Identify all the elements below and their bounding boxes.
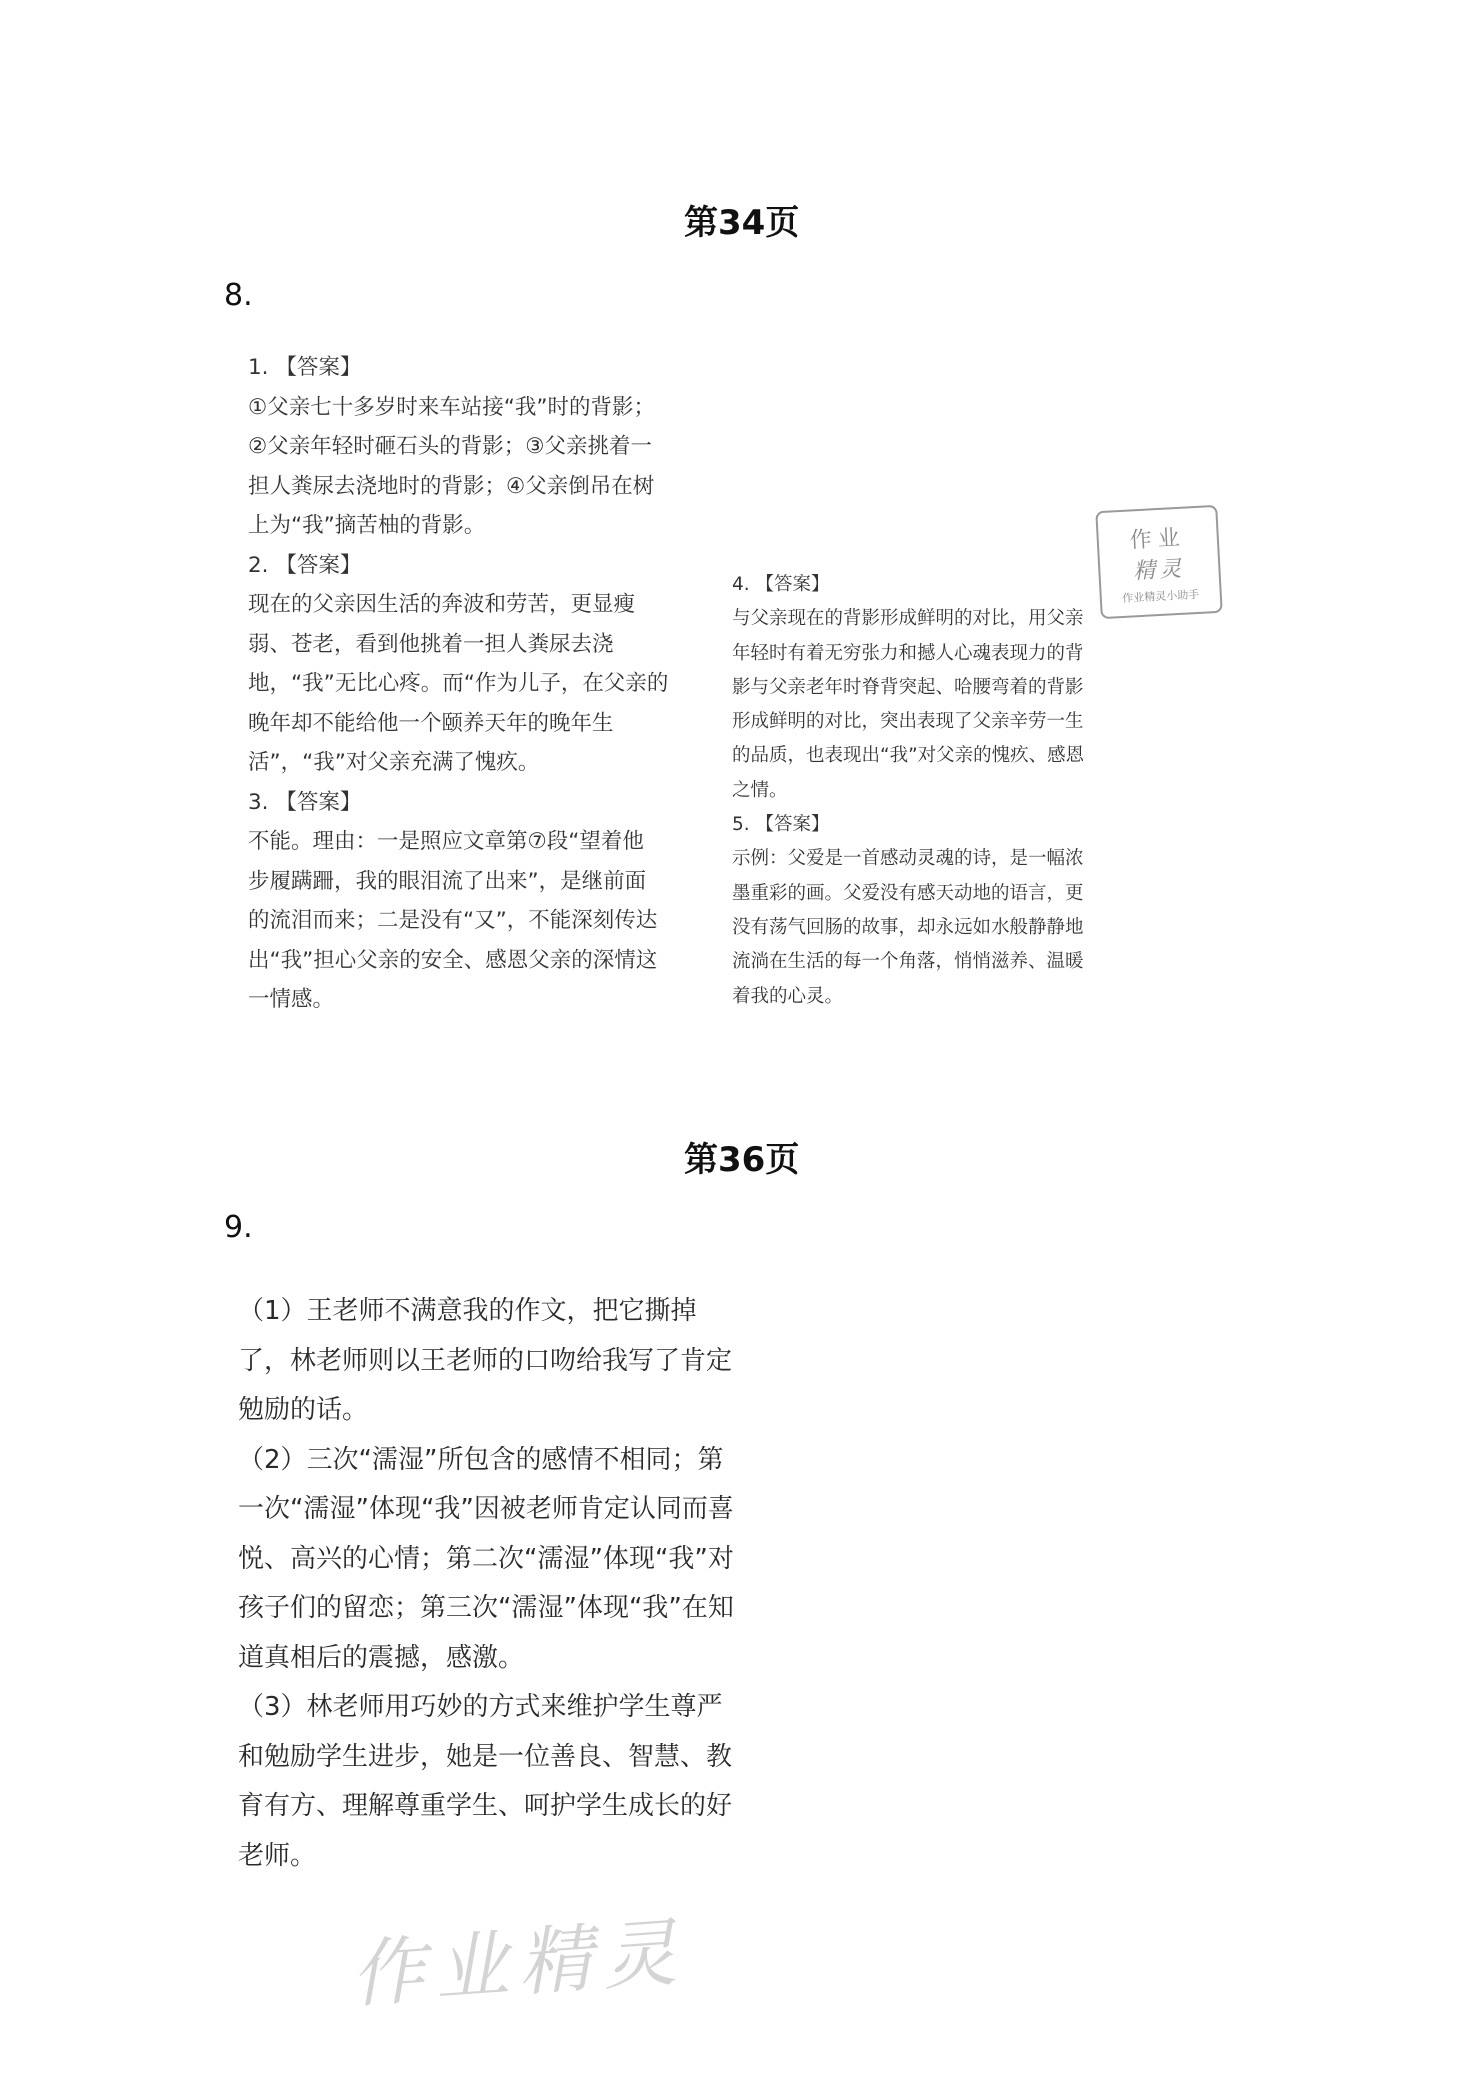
answer-left-line: 上为“我”摘苦柚的背影。	[248, 513, 486, 538]
answer-left-line: 不能。理由：一是照应文章第⑦段“望着他	[248, 829, 644, 854]
answer-left-line: 现在的父亲因生活的奔波和劳苦，更显瘦	[248, 592, 636, 617]
page-title-34: 第34页	[684, 203, 800, 243]
answer-left-line: ①父亲七十多岁时来车站接“我”时的背影；	[248, 394, 656, 420]
answer-left-line: 步履蹒跚，我的眼泪流了出来”，是继前面	[248, 868, 647, 894]
answer-right-line: 没有荡气回肠的故事，却永远如水般静静地	[732, 916, 1084, 938]
answer-9-line: 老师。	[238, 1840, 317, 1871]
answer-right-line: 示例：父爱是一首感动灵魂的诗，是一幅浓	[732, 848, 1084, 870]
answer-left-line: ②父亲年轻时砸石头的背影；③父亲挑着一	[248, 434, 653, 459]
answer-left-line: 晚年却不能给他一个颐养天年的晚年生	[248, 710, 614, 736]
answer-9-line: 一次“濡湿”体现“我”因被老师肯定认同而喜	[238, 1494, 734, 1524]
answer-left-line: 1. 【答案】	[248, 355, 362, 380]
answer-right-line: 着我的心灵。	[732, 985, 844, 1007]
answer-column-right	[732, 568, 1084, 1014]
answer-right-line: 4. 【答案】	[732, 574, 830, 595]
answer-right-line: 5. 【答案】	[732, 814, 830, 836]
answer-left-line: 一情感。	[248, 987, 335, 1012]
answer-left-line: 的流泪而来；二是没有“又”，不能深刻传达	[248, 908, 658, 933]
answer-9-line: 孩子们的留恋；第三次“濡湿”体现“我”在知	[238, 1593, 734, 1623]
stamp-line-2: 精灵	[1132, 556, 1187, 585]
answer-right-line: 之情。	[732, 779, 788, 801]
answer-9-line: 了，林老师则以王老师的口吻给我写了肯定	[238, 1345, 733, 1376]
answer-left-line: 3. 【答案】	[248, 789, 362, 815]
answer-right-line: 形成鲜明的对比，突出表现了父亲辛劳一生	[732, 711, 1084, 733]
answer-column-left	[248, 348, 668, 1020]
answer-9-line: 和勉励学生进步，她是一位善良、智慧、教	[238, 1741, 733, 1772]
page-title-36: 第36页	[684, 1140, 800, 1180]
answer-left-line: 2. 【答案】	[248, 552, 362, 578]
answer-9-line: （1）王老师不满意我的作文，把它撕掉	[238, 1296, 697, 1326]
stamp-line-3: 作业精灵小助手	[1122, 587, 1200, 605]
question-number-8: 8.	[224, 278, 253, 313]
answer-right-line: 的品质，也表现出“我”对父亲的愧疚、感恩	[732, 745, 1085, 767]
watermark: 作业精灵	[347, 1909, 690, 2019]
answer-left-line: 地，“我”无比心疼。而“作为儿子，在父亲的	[248, 671, 669, 696]
answer-9-line: 悦、高兴的心情；第二次“濡湿”体现“我”对	[238, 1543, 734, 1574]
answer-9-line: 勉励的话。	[238, 1395, 369, 1425]
answer-9-line: 道真相后的震撼，感激。	[238, 1642, 525, 1673]
answer-block-9	[238, 1287, 734, 1881]
answer-right-line: 影与父亲老年时脊背突起、哈腰弯着的背影	[732, 676, 1084, 698]
answer-right-line: 与父亲现在的背影形成鲜明的对比，用父亲	[732, 608, 1084, 630]
answer-left-line: 活”，“我”对父亲充满了愧疚。	[248, 750, 540, 775]
question-number-9: 9.	[224, 1210, 253, 1245]
answer-right-line: 年轻时有着无穷张力和撼人心魂表现力的背	[732, 642, 1084, 664]
answer-9-line: （2）三次“濡湿”所包含的感情不相同；第	[238, 1444, 724, 1475]
answer-left-line: 担人粪尿去浇地时的背影；④父亲倒吊在树	[248, 473, 655, 499]
answer-9-line: 育有方、理解尊重学生、呵护学生成长的好	[238, 1791, 733, 1821]
answer-left-line: 弱、苍老，看到他挑着一担人粪尿去浇	[248, 631, 614, 657]
stamp-line-1: 作业	[1129, 525, 1187, 554]
answer-left-line: 出“我”担心父亲的安全、感恩父亲的深情这	[248, 947, 658, 973]
answer-right-line: 墨重彩的画。父爱没有感天动地的语言，更	[732, 882, 1084, 904]
answer-9-line: （3）林老师用巧妙的方式来维护学生尊严	[238, 1692, 723, 1722]
stamp-logo	[1095, 505, 1222, 619]
answer-right-line: 流淌在生活的每一个角落，悄悄滋养、温暖	[732, 951, 1084, 973]
